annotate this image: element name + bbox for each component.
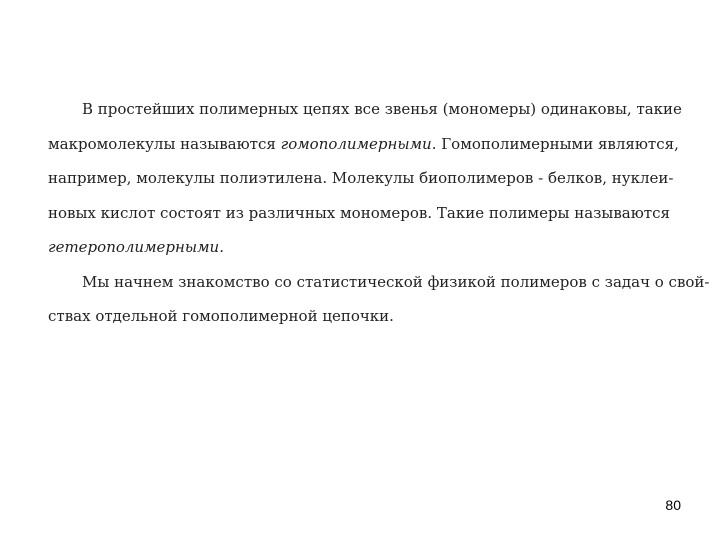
text-line	[48, 161, 674, 196]
text-run: Гомополимерными являются,	[436, 134, 679, 153]
text-run: новых кислот состоят из различных мономеров. Такие полимеры называются	[48, 203, 670, 222]
term-homopolymers: гомополимерными.	[280, 134, 437, 153]
text-line	[48, 92, 682, 127]
text-run: например, молекулы полиэтилена. Молекулы биополимеров - белков, нуклеи-	[48, 169, 674, 187]
term-heteropolymers: гетерополимерными.	[48, 238, 224, 256]
page-number: 80	[665, 497, 681, 513]
text-line	[48, 230, 660, 265]
paragraph-2	[48, 265, 710, 334]
text-line	[48, 196, 670, 231]
paragraph-1	[48, 92, 682, 265]
text-line	[48, 299, 660, 334]
body-text	[48, 92, 710, 334]
text-run: В простейших полимерных цепях все звенья (мономеры) одинаковы, такие	[82, 100, 682, 118]
text-run: макромолекулы называются	[48, 134, 281, 153]
text-run: Мы начнем знакомство со статистической физикой полимеров с задач о свой-	[82, 272, 710, 291]
text-run: ствах отдельной гомополимерной цепочки.	[48, 307, 394, 325]
text-line	[48, 127, 679, 162]
text-line	[48, 265, 710, 300]
